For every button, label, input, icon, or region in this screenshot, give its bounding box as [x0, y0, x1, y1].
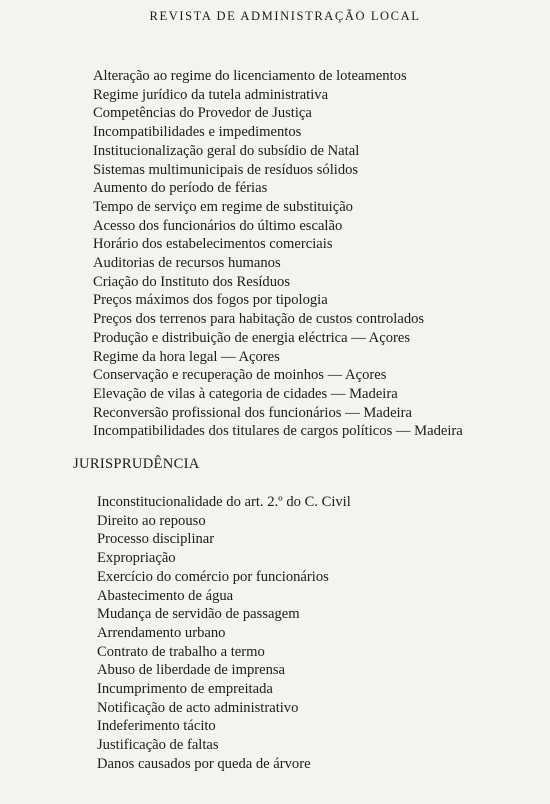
list-item: Acesso dos funcionários do último escalão	[93, 217, 343, 234]
list-item: Abastecimento de água	[97, 587, 234, 604]
list-item: Elevação de vilas à categoria de cidades — Madeira	[93, 385, 398, 402]
list-item: Preços dos terrenos para habitação de custos controlados	[93, 311, 425, 328]
list-item: Justificação de faltas	[97, 737, 219, 754]
list-item: Contrato de trabalho a termo	[97, 643, 265, 660]
list-item: Incumprimento de empreitada	[97, 681, 273, 698]
list-item: Aumento do período de férias	[93, 180, 268, 197]
list-item: Produção e distribuição de energia eléctrica — Açores	[93, 329, 411, 346]
section-heading-jurisprudence: JURISPRUDÊNCIA	[73, 456, 200, 472]
list-item: Arrendamento urbano	[97, 624, 226, 641]
list-item: Danos causados por queda de árvore	[97, 755, 311, 772]
list-item: Incompatibilidades e impedimentos	[93, 124, 302, 141]
list-item: Institucionalização geral do subsídio de Natal	[93, 142, 360, 159]
list-item: Auditorias de recursos humanos	[93, 255, 281, 272]
list-item: Exercício do comércio por funcionários	[97, 568, 329, 585]
list-item: Notificação de acto administrativo	[97, 699, 299, 716]
list-item: Expropriação	[97, 550, 176, 567]
list-item: Preços máximos dos fogos por tipologia	[93, 292, 328, 309]
list-item: Criação do Instituto dos Resíduos	[93, 273, 291, 290]
list-item: Alteração ao regime do licenciamento de loteamentos	[93, 68, 407, 84]
list-item: Competências do Provedor de Justiça	[93, 105, 312, 122]
list-item: Inconstitucionalidade do art. 2.º do C. Civil	[97, 494, 351, 510]
list-item: Processo disciplinar	[97, 531, 215, 548]
list-item: Incompatibilidades dos titulares de cargos políticos — Madeira	[93, 423, 463, 440]
list-item: Mudança de servidão de passagem	[97, 606, 300, 623]
list-item: Direito ao repouso	[97, 512, 206, 529]
legislation-list	[93, 67, 463, 441]
list-item: Tempo de serviço em regime de substituição	[93, 198, 353, 215]
list-item: Regime jurídico da tutela administrativa	[93, 86, 329, 103]
list-item: Reconversão profissional dos funcionários — Madeira	[93, 404, 412, 421]
list-item: Sistemas multimunicipais de resíduos sólidos	[93, 161, 359, 178]
jurisprudence-list	[97, 493, 351, 774]
list-item: Conservação e recuperação de moinhos — Açores	[93, 367, 387, 384]
list-item: Indeferimento tácito	[97, 718, 216, 735]
list-item: Horário dos estabelecimentos comerciais	[93, 236, 333, 253]
list-item: Regime da hora legal — Açores	[93, 348, 280, 365]
list-item: Abuso de liberdade de imprensa	[97, 662, 286, 679]
running-header: REVISTA DE ADMINISTRAÇÃO LOCAL	[149, 9, 421, 23]
